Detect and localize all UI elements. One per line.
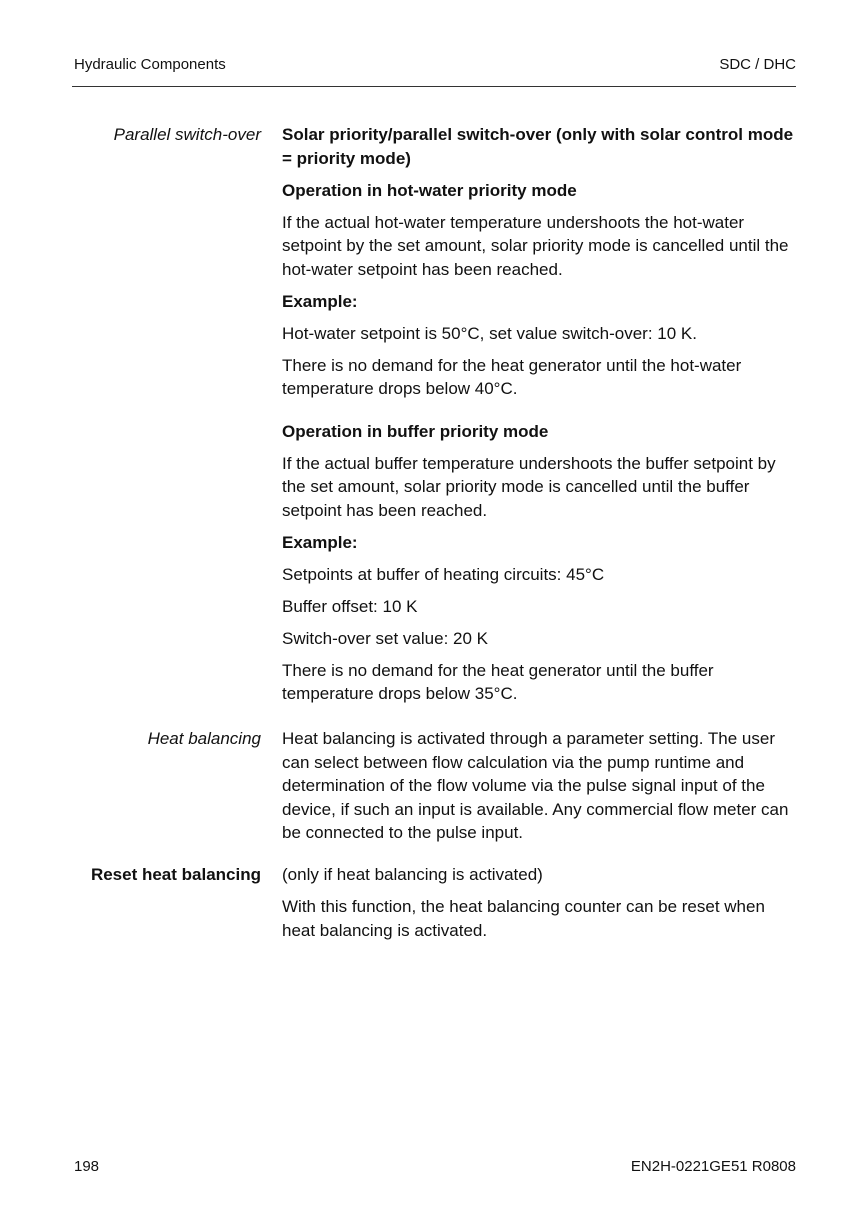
section-label-reset-heat-balancing: Reset heat balancing	[90, 865, 261, 884]
section-body-heat-balancing	[282, 727, 798, 853]
section-label-heat-balancing: Heat balancing	[147, 729, 261, 748]
section-body-parallel-switch-over	[282, 123, 798, 714]
subsection-heading: Solar priority/parallel switch-over (only with solar control mode = priority mode)	[282, 125, 794, 168]
paragraph: There is no demand for the heat generator until the hot-water temperature drops below 40°C.	[282, 355, 742, 398]
paragraph: Switch-over set value: 20 K	[282, 628, 488, 648]
paragraph: With this function, the heat balancing counter can be reset when heat balancing is activated.	[282, 897, 765, 940]
paragraph: If the actual hot-water temperature undershoots the hot-water setpoint by the set amount, solar priority mode is cancelled until the hot-water setpoint has been reached.	[282, 212, 789, 279]
section-body-reset-heat-balancing	[282, 863, 798, 951]
example-heading: Example:	[282, 532, 358, 552]
paragraph: Buffer offset: 10 K	[282, 596, 418, 616]
page-footer	[74, 1158, 796, 1175]
subsection-heading: Operation in hot-water priority mode	[282, 180, 577, 200]
header-divider	[72, 86, 796, 87]
paragraph: Hot-water setpoint is 50°C, set value switch-over: 10 K.	[282, 323, 697, 343]
paragraph: (only if heat balancing is activated)	[282, 865, 543, 884]
paragraph: There is no demand for the heat generator until the buffer temperature drops below 35°C.	[282, 660, 714, 703]
subsection-heading: Operation in buffer priority mode	[282, 421, 549, 441]
page-number: 198	[74, 1158, 100, 1175]
example-heading: Example:	[282, 291, 358, 311]
document-code: EN2H-0221GE51 R0808	[630, 1158, 796, 1175]
section-label-parallel-switch-over: Parallel switch-over	[113, 125, 261, 144]
header-section-title: Hydraulic Components	[74, 56, 226, 73]
paragraph: Heat balancing is activated through a parameter setting. The user can select between flow calculation via the pump runtime and determination of the flow volume via the pulse signal input of the device, if such an input is available. Any commercial flow meter can be connected to the pulse input.	[282, 729, 789, 842]
paragraph: Setpoints at buffer of heating circuits: 45°C	[282, 564, 605, 584]
paragraph: If the actual buffer temperature undershoots the buffer setpoint by the set amount, solar priority mode is cancelled until the buffer setpoint has been reached.	[282, 453, 776, 520]
header-product-name: SDC / DHC	[719, 56, 796, 73]
page-header	[74, 56, 796, 80]
